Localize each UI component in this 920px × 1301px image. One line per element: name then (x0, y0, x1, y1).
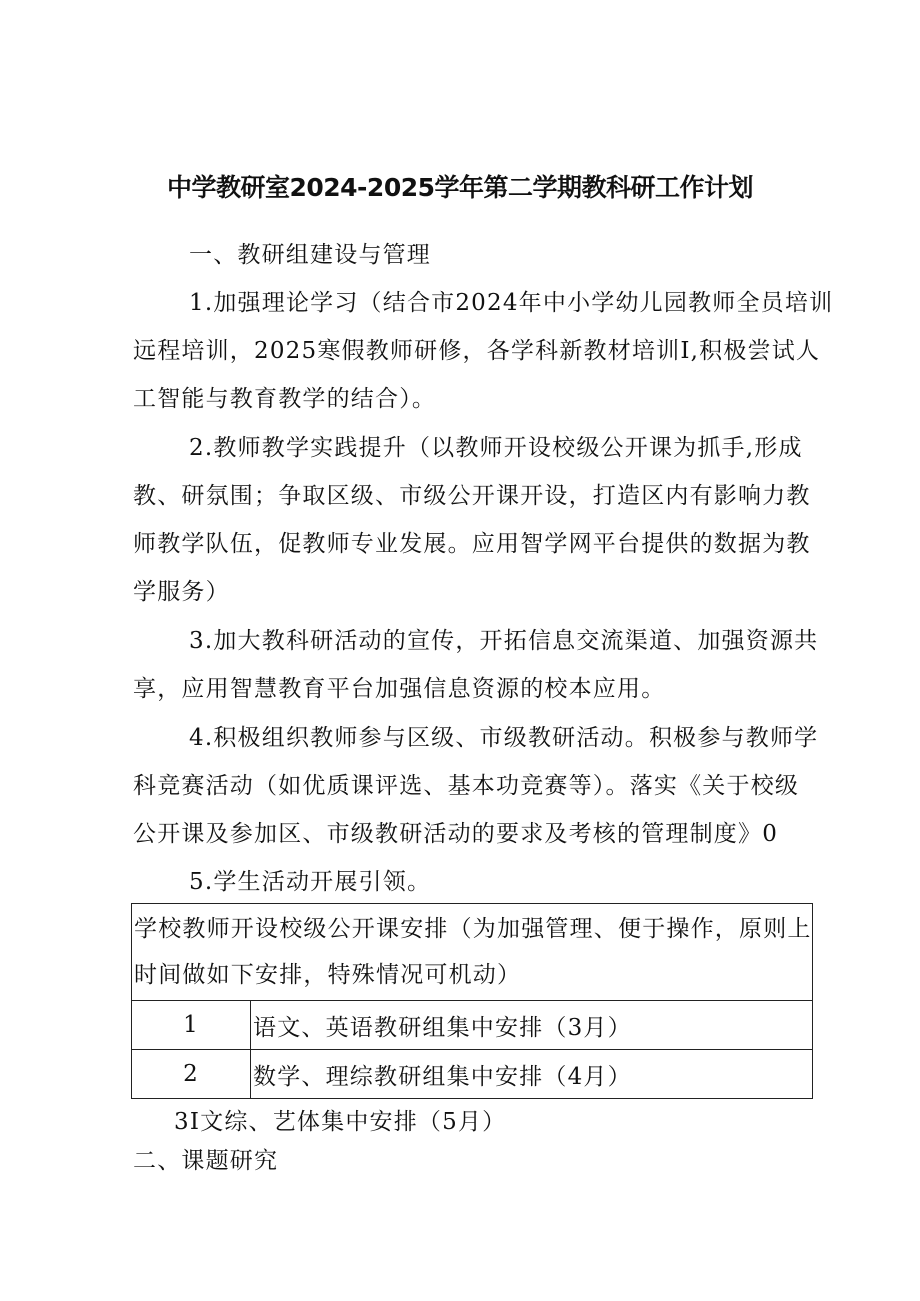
table-row-text: 语文、英语教研组集中安排（3月） (251, 1001, 813, 1050)
table-row (132, 1050, 813, 1099)
table-header-line-1: 学校教师开设校级公开课安排（为加强管理、便于操作，原则上 (134, 916, 812, 942)
table-header-cell (132, 904, 813, 1001)
paragraph-item-2-line-1: 2.教师教学实践提升（以教师开设校级公开课为抓手,形成 (189, 435, 803, 461)
paragraph-item-4-line-1: 4.积极组织教师参与区级、市级教研活动。积极参与教师学 (189, 725, 819, 751)
paragraph-item-1-line-2: 远程培训，2025寒假教师研修，各学科新教材培训I,积极尝试人 (133, 338, 821, 364)
paragraph-item-1-line-1: 1.加强理论学习（结合市2024年中小学幼儿园教师全员培训 (189, 290, 834, 316)
paragraph-item-2-line-2: 教、研氛围；争取区级、市级公开课开设，打造区内有影响力教 (133, 483, 811, 509)
document-title: 中学教研室2024-2025学年第二学期教科研工作计划 (166, 173, 754, 202)
schedule-table (131, 903, 813, 1099)
table-row (132, 1001, 813, 1050)
section-heading-2: 二、课题研究 (133, 1148, 279, 1174)
paragraph-item-2-line-3: 师教学队伍，促教师专业发展。应用智学网平台提供的数据为教 (133, 531, 811, 557)
table-header-line-2: 时间做如下安排，特殊情况可机动） (134, 962, 522, 988)
paragraph-item-3-line-1: 3.加大教科研活动的宣传，开拓信息交流渠道、加强资源共 (189, 628, 819, 654)
paragraph-item-3-line-2: 享，应用智慧教育平台加强信息资源的校本应用。 (133, 676, 666, 702)
table-header-row (132, 904, 813, 1001)
paragraph-item-4-line-3: 公开课及参加区、市级教研活动的要求及考核的管理制度》0 (133, 821, 779, 847)
paragraph-item-5: 5.学生活动开展引领。 (189, 869, 432, 895)
paragraph-item-2-line-4: 学服务） (133, 579, 230, 605)
table-row-number: 2 (132, 1050, 251, 1099)
paragraph-item-4-line-2: 科竞赛活动（如优质课评选、基本功竞赛等）。落实《关于校级 (133, 773, 800, 799)
table-row-text: 数学、理综教研组集中安排（4月） (251, 1050, 813, 1099)
section-heading-1: 一、教研组建设与管理 (189, 242, 431, 268)
after-table-item: 3I文综、艺体集中安排（5月） (174, 1109, 507, 1135)
table-row-number: 1 (132, 1001, 251, 1050)
paragraph-item-1-line-3: 工智能与教育教学的结合）。 (133, 386, 437, 412)
